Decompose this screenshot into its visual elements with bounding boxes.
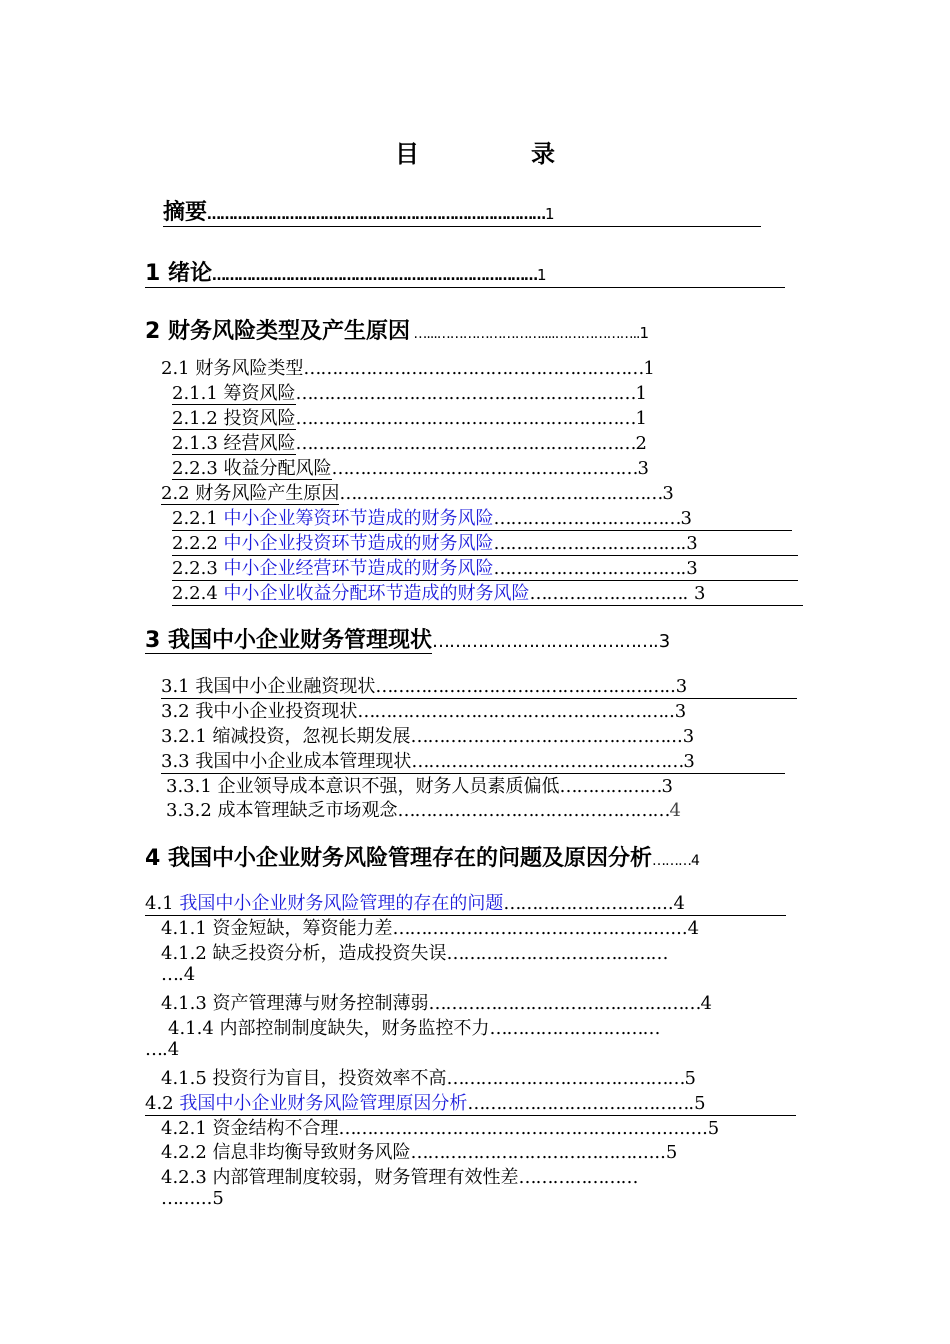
toc-page: .3 bbox=[680, 558, 698, 579]
toc-dots: ……………………………………………… bbox=[357, 701, 664, 722]
toc-page: ......5 bbox=[178, 1188, 224, 1209]
toc-entry-2-2-3a[interactable] bbox=[172, 454, 649, 480]
toc-page: 3 bbox=[683, 751, 695, 772]
toc-label: 4.1.3 资产管理薄与财务控制薄弱 bbox=[161, 993, 429, 1014]
toc-link[interactable]: 我国中小企业财务风险管理的存在的问题 bbox=[179, 893, 504, 914]
toc-page: .4 bbox=[162, 1039, 180, 1060]
toc-entry-abstract[interactable] bbox=[163, 195, 761, 227]
toc-dots: ……………………………………………… bbox=[331, 458, 638, 479]
toc-dots: ………………… bbox=[518, 1167, 638, 1188]
toc-dots: ………………………………… bbox=[446, 943, 668, 964]
toc-entry-3-1[interactable] bbox=[161, 672, 797, 699]
toc-entry-4-2-3[interactable] bbox=[161, 1163, 638, 1189]
toc-dots: ……………………………………… bbox=[392, 918, 648, 939]
toc-label: 4.2.3 内部管理制度较弱，财务管理有效性差 bbox=[161, 1167, 519, 1188]
toc-entry-2-2-1[interactable] bbox=[172, 504, 792, 531]
toc-label: 摘要 bbox=[163, 200, 208, 225]
toc-page: ...4 bbox=[656, 893, 685, 914]
toc-dots: ……………………… bbox=[529, 583, 683, 604]
toc-entry-2-2[interactable] bbox=[161, 479, 674, 505]
toc-page: 3 bbox=[662, 483, 674, 504]
toc-dots: … bbox=[161, 1188, 178, 1209]
toc-entry-3-3-2[interactable] bbox=[166, 796, 681, 822]
toc-label: 3.3.1 企业领导成本意识不强，财务人员素质偏低 bbox=[166, 776, 560, 797]
toc-page: .......4 bbox=[647, 918, 700, 939]
toc-page: . 3 bbox=[682, 583, 706, 604]
toc-dots: ……………………………………… bbox=[410, 726, 666, 747]
toc-label: 2.1.2 投资风险 bbox=[172, 408, 296, 429]
toc-dots: ………………………………………………………………… bbox=[211, 268, 537, 284]
toc-dots: … bbox=[145, 1039, 162, 1060]
toc-dots: ………………………………… bbox=[431, 631, 653, 652]
toc-dots: ………………………………………………… bbox=[339, 483, 663, 504]
toc-label: 3.3.2 成本管理缺乏市场观念 bbox=[166, 800, 398, 821]
toc-page: 3 bbox=[661, 776, 673, 797]
toc-dots: …………………………………… bbox=[446, 1068, 685, 1089]
toc-label: 4.1.1 资金短缺，筹资能力差 bbox=[161, 918, 393, 939]
toc-entry-2-1-3[interactable] bbox=[172, 429, 647, 455]
toc-entry-4-1-2-cont bbox=[161, 964, 195, 985]
toc-label: 3.2.1 缩减投资，忽视长期发展 bbox=[161, 726, 411, 747]
toc-page: 1 bbox=[536, 266, 547, 284]
toc-dots: ………………………… bbox=[489, 1018, 660, 1039]
toc-label: 3.2 我中小企业投资现状 bbox=[161, 701, 358, 722]
toc-page: 2 bbox=[635, 433, 647, 454]
toc-page: 1 bbox=[643, 358, 655, 379]
toc-page: ..3 bbox=[664, 676, 688, 697]
toc-label: 2 财务风险类型及产生原因 bbox=[145, 319, 410, 344]
toc-label: 3.1 我国中小企业融资现状 bbox=[161, 676, 376, 697]
toc-page: 4 bbox=[700, 993, 712, 1014]
toc-entry-4-1[interactable] bbox=[145, 889, 786, 916]
toc-dots: ………………………………………… bbox=[411, 751, 684, 772]
toc-entry-3-3-1[interactable] bbox=[166, 772, 673, 798]
toc-entry-ch4[interactable] bbox=[145, 841, 700, 872]
toc-label: 2.1 财务风险类型 bbox=[161, 358, 304, 379]
toc-page: .3 bbox=[680, 533, 698, 554]
toc-dots: …………………………… bbox=[493, 508, 681, 529]
toc-entry-4-1-4-cont bbox=[145, 1039, 179, 1060]
toc-label: 3.3 我国中小企业成本管理现状 bbox=[161, 751, 412, 772]
toc-entry-4-1-4[interactable] bbox=[168, 1014, 660, 1040]
toc-link[interactable]: 中小企业经营环节造成的财务风险 bbox=[223, 558, 494, 579]
toc-entry-2-2-2[interactable] bbox=[172, 529, 798, 556]
toc-num: 2.2.3 bbox=[172, 558, 218, 579]
toc-page: 1 bbox=[639, 324, 650, 342]
toc-entry-2-2-4[interactable] bbox=[172, 579, 803, 606]
toc-page: ..3 bbox=[663, 701, 687, 722]
toc-label: 4.2.1 资金结构不合理 bbox=[161, 1118, 339, 1139]
toc-link[interactable]: 中小企业收益分配环节造成的财务风险 bbox=[223, 583, 530, 604]
toc-dots: ………………………………… bbox=[467, 1093, 689, 1114]
toc-dots: …...……………………....……………….. bbox=[409, 326, 640, 342]
toc-page: 3 bbox=[637, 458, 649, 479]
toc-label: 2.1.1 筹资风险 bbox=[172, 383, 296, 404]
toc-dots: …………………………………………………………………… bbox=[207, 207, 546, 223]
toc-link[interactable]: 我国中小企业财务风险管理原因分析 bbox=[179, 1093, 468, 1114]
toc-label: 4.2.2 信息非均衡导致财务风险 bbox=[161, 1142, 411, 1163]
toc-entry-4-2-1[interactable] bbox=[161, 1114, 719, 1140]
toc-num: 2.2.2 bbox=[172, 533, 218, 554]
toc-page: .................5 bbox=[610, 1118, 720, 1139]
toc-label: 3 我国中小企业财务管理现状 bbox=[145, 628, 432, 653]
toc-entry-2-1[interactable] bbox=[161, 354, 655, 380]
toc-num: 2.2.4 bbox=[172, 583, 218, 604]
toc-dots: … bbox=[161, 964, 178, 985]
toc-title: 目 录 bbox=[395, 140, 599, 168]
toc-entry-ch2[interactable] bbox=[145, 314, 649, 345]
toc-label: 1 绪论 bbox=[145, 261, 212, 286]
toc-page: 4 bbox=[690, 853, 700, 869]
toc-label: 4 我国中小企业财务风险管理存在的问题及原因分析 bbox=[145, 846, 652, 871]
toc-entry-4-1-5[interactable] bbox=[161, 1064, 696, 1090]
toc-entry-4-2[interactable] bbox=[145, 1089, 796, 1116]
toc-page: 1 bbox=[545, 205, 555, 223]
toc-entry-2-1-2[interactable] bbox=[172, 404, 647, 430]
toc-dots: …………………………………………………… bbox=[295, 408, 636, 429]
toc-dots: …………………………………………………… bbox=[303, 358, 644, 379]
toc-label: 4.1.2 缺乏投资分析，造成投资失误 bbox=[161, 943, 447, 964]
toc-entry-3-2-1[interactable] bbox=[161, 722, 694, 748]
toc-dots: ……………………… bbox=[503, 893, 657, 914]
toc-entry-3-3[interactable] bbox=[161, 747, 785, 774]
toc-page: 4 bbox=[669, 800, 681, 821]
toc-entry-ch3[interactable] bbox=[145, 623, 670, 654]
toc-label: 4.1.4 内部控制制度缺失，财务监控不力 bbox=[168, 1018, 490, 1039]
toc-page: 3 bbox=[680, 508, 692, 529]
toc-label: 2.1.3 经营风险 bbox=[172, 433, 296, 454]
toc-dots: ……………… bbox=[559, 776, 662, 797]
toc-dots: …………………………………………………… bbox=[295, 383, 636, 404]
toc-page: ......5 bbox=[631, 1142, 678, 1163]
toc-num: 4.1 bbox=[145, 893, 174, 914]
toc-entry-4-1-1[interactable] bbox=[161, 914, 699, 940]
toc-link[interactable]: 中小企业筹资环节造成的财务风险 bbox=[223, 508, 494, 529]
toc-entry-4-1-3[interactable] bbox=[161, 989, 712, 1015]
toc-entry-ch1[interactable] bbox=[145, 256, 785, 288]
toc-link[interactable]: 中小企业投资环节造成的财务风险 bbox=[223, 533, 494, 554]
toc-label: 2.2 财务风险产生原因 bbox=[161, 483, 340, 504]
toc-label: 2.2.3 收益分配风险 bbox=[172, 458, 332, 479]
toc-entry-2-2-3[interactable] bbox=[172, 554, 798, 581]
toc-entry-3-2[interactable] bbox=[161, 697, 686, 723]
toc-num: 4.2 bbox=[145, 1093, 174, 1114]
toc-dots: ………………………………… bbox=[410, 1142, 632, 1163]
toc-page: 1 bbox=[635, 383, 647, 404]
toc-entry-4-2-3-cont bbox=[161, 1188, 224, 1209]
toc-page: .5 bbox=[688, 1093, 706, 1114]
toc-num: 2.2.1 bbox=[172, 508, 218, 529]
toc-page: ...3 bbox=[665, 726, 695, 747]
toc-dots: ………………………………………… bbox=[428, 993, 701, 1014]
toc-dots: …………………………… bbox=[493, 558, 681, 579]
toc-page: 5 bbox=[684, 1068, 696, 1089]
toc-page: .4 bbox=[178, 964, 196, 985]
toc-dots: ………………………………………… bbox=[338, 1118, 611, 1139]
toc-page: 1 bbox=[635, 408, 647, 429]
toc-dots: …………………………………………… bbox=[375, 676, 665, 697]
toc-dots: …………………………… bbox=[493, 533, 681, 554]
toc-entry-2-1-1[interactable] bbox=[172, 379, 647, 405]
toc-page: .3 bbox=[652, 631, 671, 652]
toc-entry-4-2-2[interactable] bbox=[161, 1138, 677, 1164]
toc-dots: …………………………………………………… bbox=[295, 433, 636, 454]
toc-label: 4.1.5 投资行为盲目，投资效率不高 bbox=[161, 1068, 447, 1089]
toc-entry-4-1-2[interactable] bbox=[161, 939, 668, 965]
toc-dots: ………………………………………… bbox=[397, 800, 670, 821]
toc-dots: ……… bbox=[651, 853, 691, 869]
